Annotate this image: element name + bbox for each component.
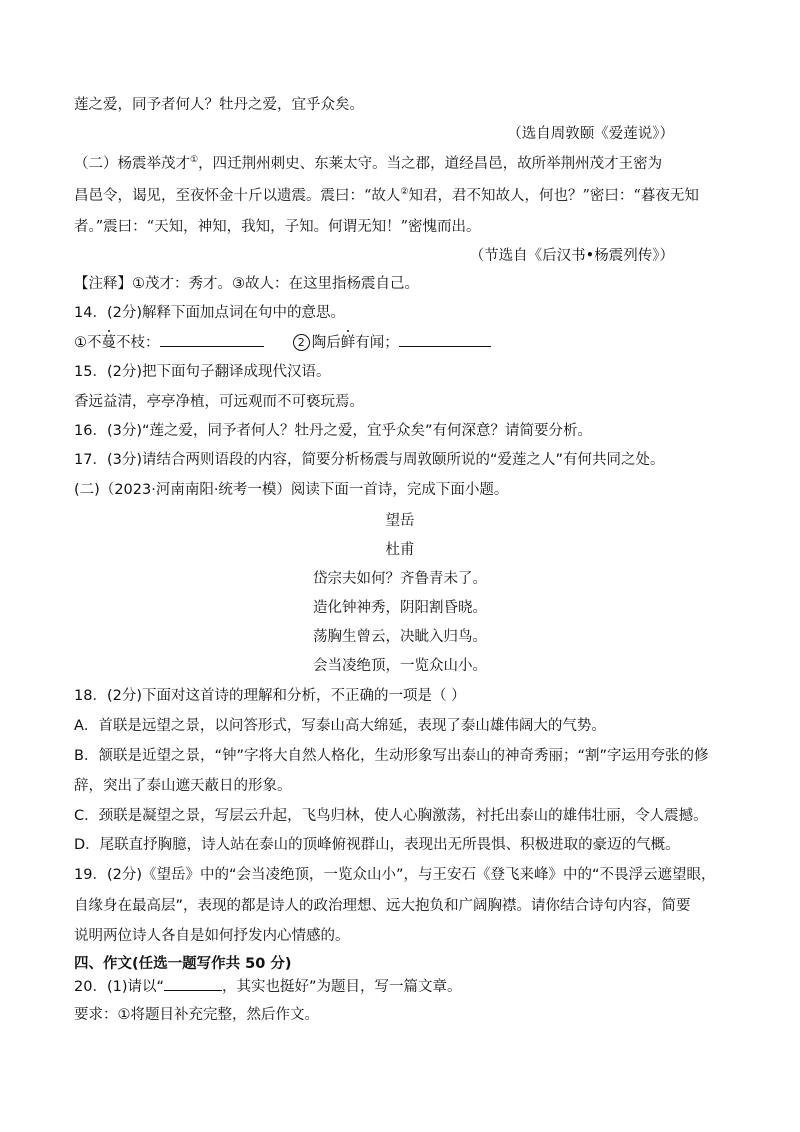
section-2-heading: (二)（2023·河南南阳·统考一模）阅读下面一首诗，完成下面小题。 (74, 482, 509, 498)
poem-author: 杜甫 (385, 542, 415, 558)
passage-1-ending: 莲之爱，同予者何人？牡丹之爱，宜乎众矣。 (74, 97, 364, 113)
dotted-word-1: 蔓 (101, 335, 116, 351)
option-d: D．尾联直抒胸臆，诗人站在泰山的顶峰俯视群山，表现出无所畏惧、积极进取的豪迈的气概。 (74, 837, 680, 853)
question-15-sentence: 香远益清，亭亭净植，可远观而不可亵玩焉。 (74, 394, 364, 410)
source-1: （选自周敦颐《爱莲说》） (507, 126, 674, 142)
annotation-notes: 【注释】①茂才：秀才。③故人：在这里指杨震自己。 (74, 276, 419, 292)
poem-line-1: 岱宗夫如何？齐鲁青未了。 (313, 571, 487, 587)
question-19-line-1: 19．(2分)《望岳》中的“会当凌绝顶，一览众山小”，与王安石《登飞来峰》中的“不畏浮云遮望眼， (74, 867, 716, 883)
question-20: 20．(1)请以“ ，其实也挺好”为题目，写一篇文章。 (74, 976, 726, 997)
question-18-stem: 18．(2分)下面对这首诗的理解和分析，不正确的一项是（ ） (74, 688, 466, 704)
option-a: A．首联是远望之景，以问答形式，写泰山高大绵延，表现了泰山雄伟阔大的气势。 (74, 718, 606, 734)
circled-number-2: 2 (293, 334, 310, 351)
answer-blank-2[interactable] (399, 332, 491, 347)
question-20-requirement: 要求：①将题目补充完整，然后作文。 (74, 1007, 319, 1023)
question-19-line-2: 自缘身在最高层”，表现的都是诗人的政治理想、远大抱负和广阔胸襟。请你结合诗句内容，简要 (74, 898, 691, 914)
option-b-line-1: B．颔联是近望之景，“钟”字将大自然人格化，生动形象写出泰山的神奇秀丽；“割”字运用夸张的修 (74, 748, 709, 764)
title-blank[interactable] (164, 976, 222, 991)
question-19-line-3: 说明两位诗人各自是如何抒发内心情感的。 (74, 928, 350, 944)
question-15-stem: 15．(2分)把下面句子翻译成现代汉语。 (74, 364, 331, 380)
answer-blank-1[interactable] (160, 332, 264, 347)
passage-2-line-3: 者。”震曰：“天知，神知，我知，子知。何谓无知！”密愧而出。 (74, 219, 481, 235)
question-16: 16．(3分)“莲之爱，同予者何人？牡丹之爱，宜乎众矣”有何深意？请简要分析。 (74, 423, 593, 439)
question-14-stem: 14．(2分)解释下面加点词在句中的意思。 (74, 305, 345, 321)
question-17: 17．(3分)请结合两则语段的内容，简要分析杨震与周敦颐所说的“爱莲之人”有何共同之处。 (74, 452, 665, 468)
dotted-word-2: 鲜 (340, 335, 356, 351)
passage-2-line-1: （二）杨震举茂才①，四迁荆州刺史、东莱太守。当之郡，道经昌邑，故所举荆州茂才王密为 (74, 155, 663, 172)
option-b-line-2: 辞，突出了泰山遮天蔽日的形象。 (74, 778, 292, 794)
option-c: C．颈联是凝望之景，写层云升起，飞鸟归林，使人心胸激荡，衬托出泰山的雄伟壮丽，令人震撼。 (74, 808, 708, 824)
source-2: （节选自《后汉书•杨震列传》） (469, 248, 674, 264)
poem-line-3: 荡胸生曾云，决眦入归鸟。 (313, 629, 487, 645)
passage-2-line-2: 昌邑令，谒见，至夜怀金十斤以遗震。震曰：“故人②知君，君不知故人，何也？”密曰：“暮夜无知 (74, 187, 699, 204)
question-14-items: ①不蔓不枝： 2 陶后鲜有闻； (74, 332, 726, 353)
poem-title: 望岳 (385, 513, 415, 529)
section-4-heading: 四、作文(任选一题写作共 50 分) (74, 956, 292, 972)
poem-line-4: 会当凌绝顶，一览众山小。 (313, 658, 487, 674)
poem-line-2: 造化钟神秀，阴阳割昏晓。 (313, 600, 487, 616)
